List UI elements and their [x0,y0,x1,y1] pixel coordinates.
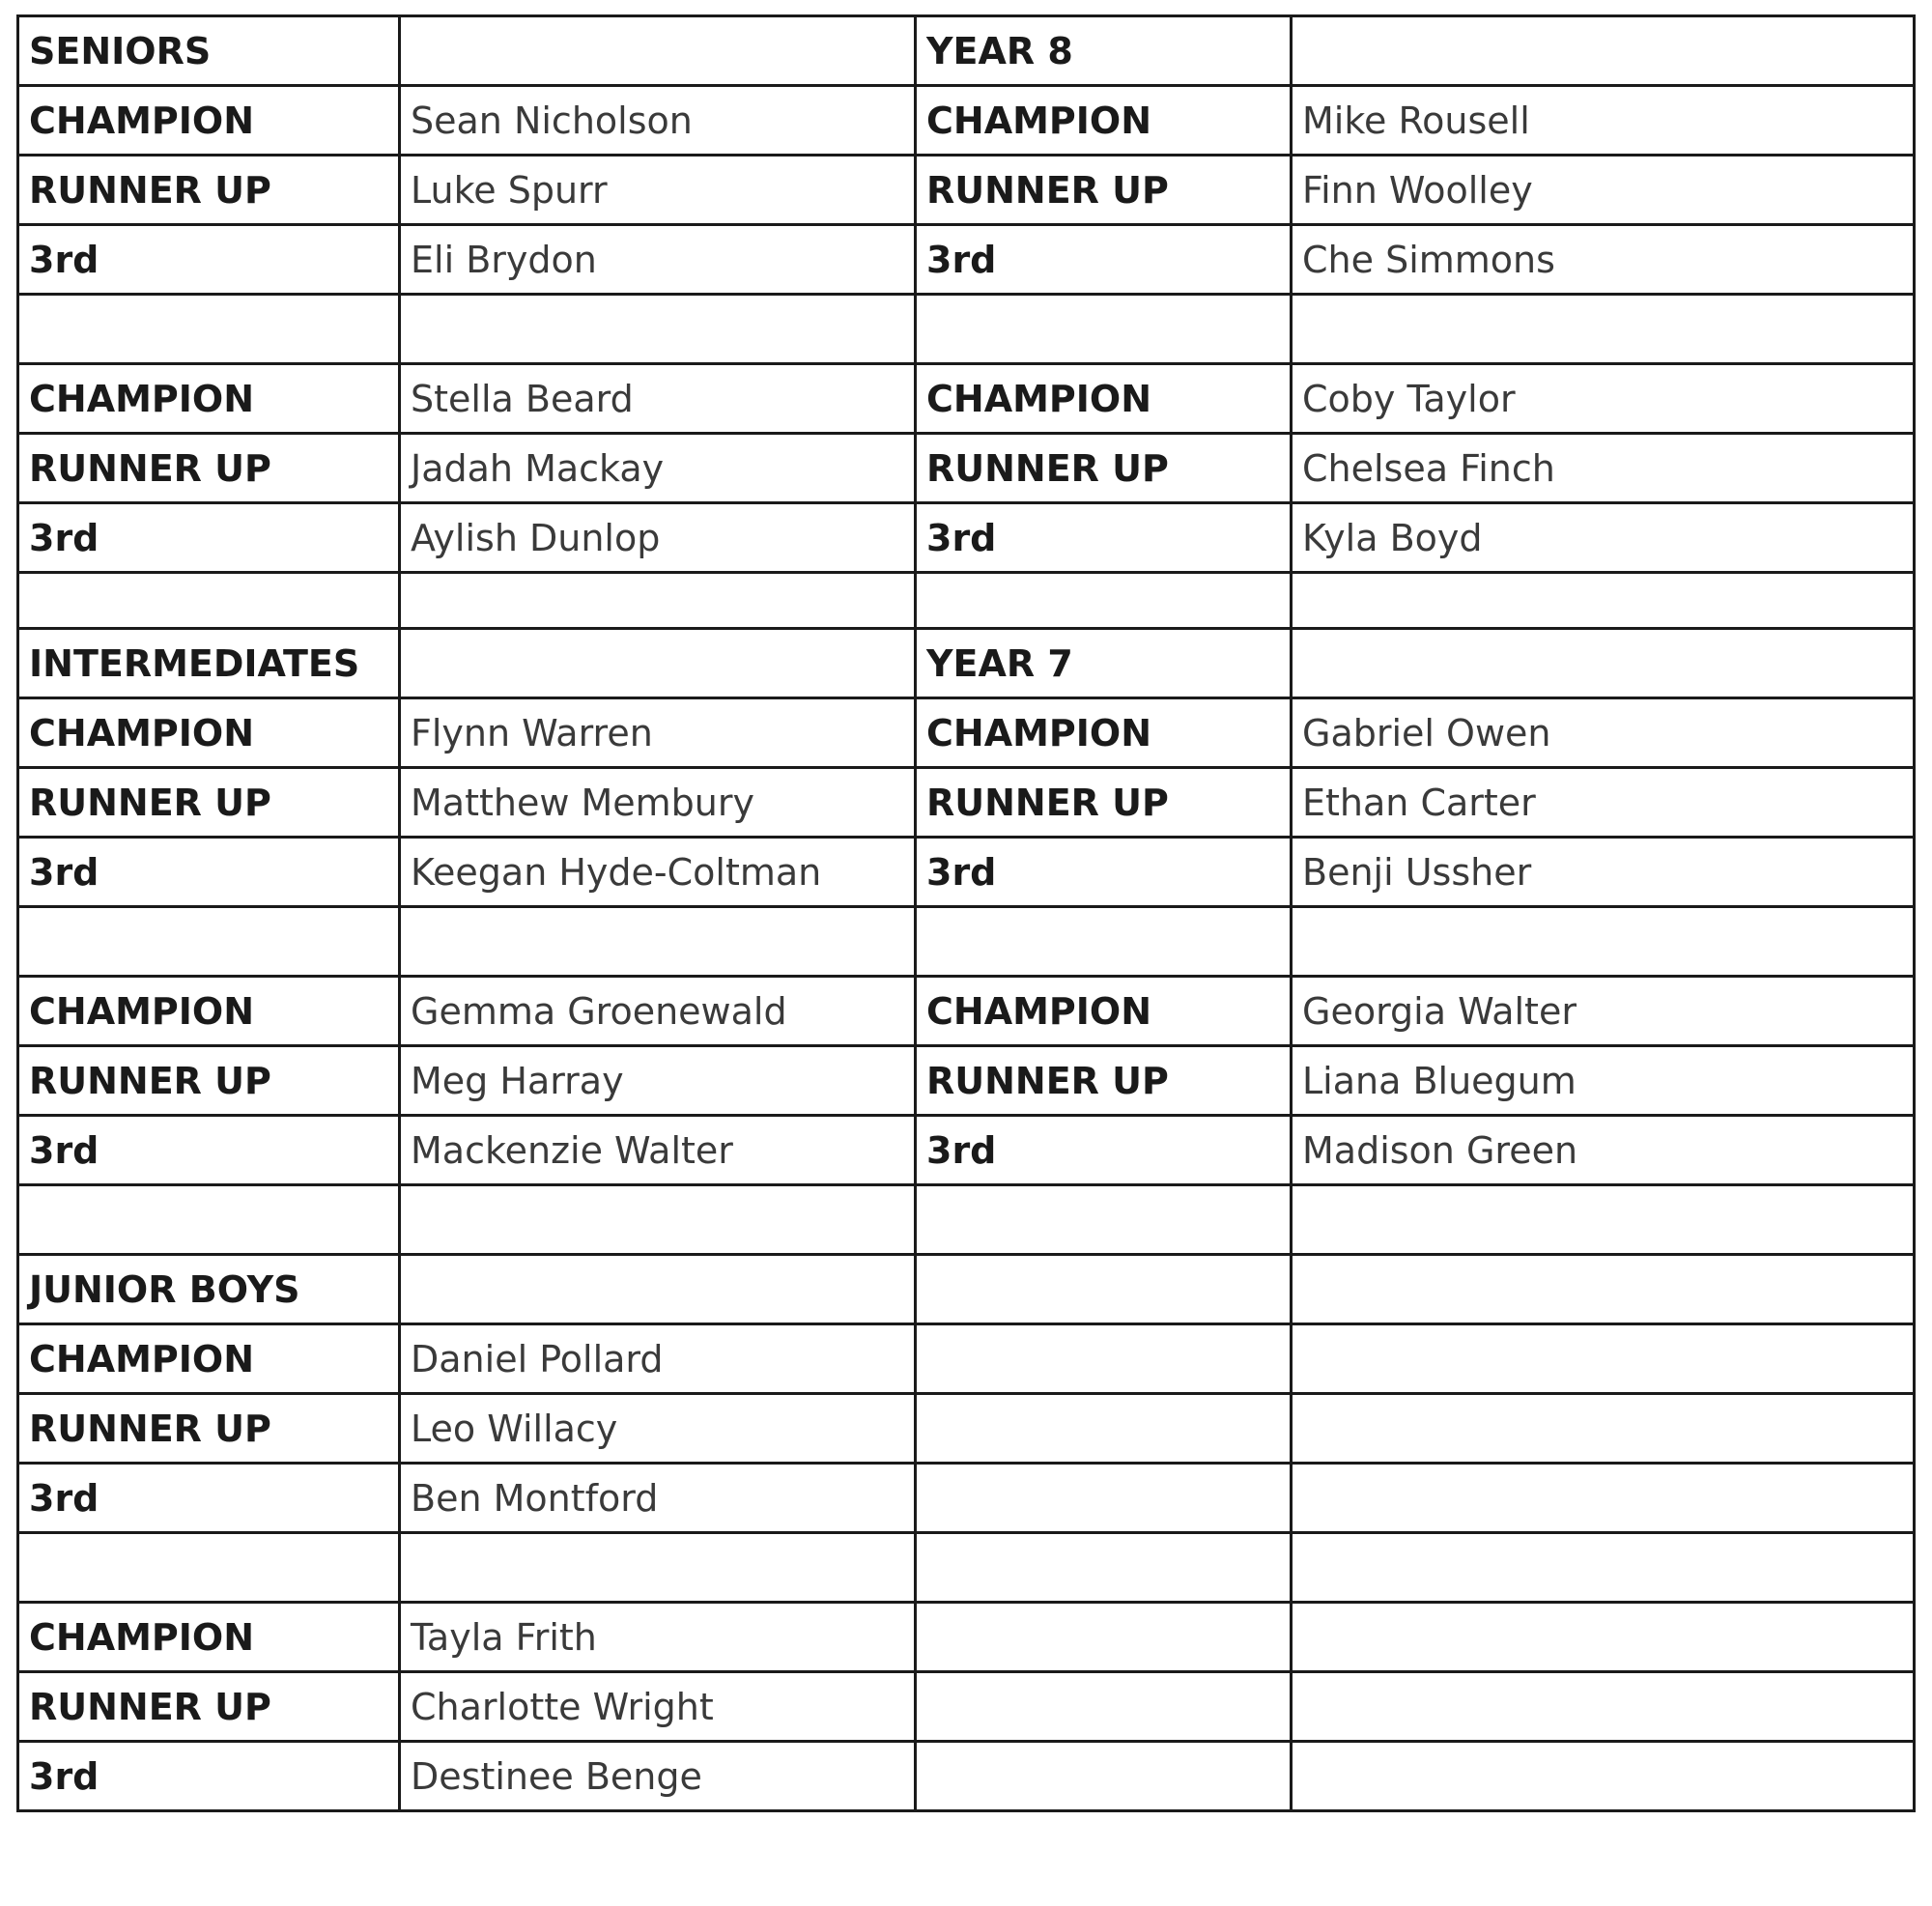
student-name-cell: Finn Woolley [1292,156,1915,225]
student-name-cell: Che Simmons [1292,225,1915,295]
place-label-cell [18,907,400,977]
table-row [18,1533,1915,1603]
table-row [18,907,1915,977]
student-name-cell: Georgia Walter [1292,977,1915,1046]
place-label-cell [916,1464,1292,1533]
student-name-cell: Chelsea Finch [1292,434,1915,503]
table-row [18,86,1915,156]
student-name-cell [1292,629,1915,698]
student-name-cell [400,629,916,698]
table-row [18,364,1915,434]
student-name-cell [1292,1255,1915,1324]
place-label-cell: RUNNER UP [18,434,400,503]
place-label-cell: RUNNER UP [18,1672,400,1742]
table-row [18,629,1915,698]
student-name-cell: Daniel Pollard [400,1324,916,1394]
student-name-cell: Mike Rousell [1292,86,1915,156]
student-name-cell [1292,1394,1915,1464]
place-label-cell [916,1742,1292,1811]
place-label-cell: RUNNER UP [916,1046,1292,1116]
place-label-cell: 3rd [18,503,400,573]
student-name-cell: Benji Ussher [1292,838,1915,907]
place-label-cell: RUNNER UP [916,156,1292,225]
student-name-cell: Liana Bluegum [1292,1046,1915,1116]
student-name-cell [1292,907,1915,977]
place-label-cell: RUNNER UP [18,768,400,838]
place-label-cell: CHAMPION [18,977,400,1046]
student-name-cell: Keegan Hyde-Coltman [400,838,916,907]
student-name-cell [400,16,916,86]
place-label-cell: RUNNER UP [18,1394,400,1464]
place-label-cell [916,1255,1292,1324]
place-label-cell: 3rd [18,225,400,295]
place-label-cell: 3rd [18,838,400,907]
place-label-cell: CHAMPION [916,698,1292,768]
table-row [18,1464,1915,1533]
student-name-cell: Gemma Groenewald [400,977,916,1046]
place-label-cell: 3rd [916,838,1292,907]
table-row [18,977,1915,1046]
student-name-cell [1292,16,1915,86]
place-label-cell [916,1185,1292,1255]
student-name-cell: Madison Green [1292,1116,1915,1185]
student-name-cell: Gabriel Owen [1292,698,1915,768]
student-name-cell [1292,1185,1915,1255]
student-name-cell [1292,1603,1915,1672]
student-name-cell: Aylish Dunlop [400,503,916,573]
student-name-cell [400,1185,916,1255]
student-name-cell: Coby Taylor [1292,364,1915,434]
place-label-cell [916,1533,1292,1603]
student-name-cell: Ethan Carter [1292,768,1915,838]
table-row [18,1672,1915,1742]
student-name-cell: Leo Willacy [400,1394,916,1464]
place-label-cell [916,1324,1292,1394]
table-row [18,156,1915,225]
place-label-cell: RUNNER UP [916,434,1292,503]
table-row [18,838,1915,907]
place-label-cell: JUNIOR BOYS [18,1255,400,1324]
student-name-cell [400,295,916,364]
place-label-cell: CHAMPION [18,86,400,156]
table-row [18,16,1915,86]
place-label-cell [916,1672,1292,1742]
place-label-cell: RUNNER UP [18,1046,400,1116]
place-label-cell: CHAMPION [18,364,400,434]
student-name-cell: Stella Beard [400,364,916,434]
table-row [18,573,1915,629]
place-label-cell [916,573,1292,629]
place-label-cell: CHAMPION [916,86,1292,156]
place-label-cell: CHAMPION [18,1324,400,1394]
table-row [18,295,1915,364]
table-row [18,768,1915,838]
place-label-cell: CHAMPION [18,1603,400,1672]
place-label-cell [18,573,400,629]
student-name-cell: Jadah Mackay [400,434,916,503]
place-label-cell: YEAR 7 [916,629,1292,698]
student-name-cell: Mackenzie Walter [400,1116,916,1185]
place-label-cell: 3rd [916,1116,1292,1185]
student-name-cell [400,1255,916,1324]
place-label-cell [916,907,1292,977]
table-row [18,1324,1915,1394]
place-label-cell: CHAMPION [916,364,1292,434]
student-name-cell [1292,573,1915,629]
table-row [18,503,1915,573]
place-label-cell [18,1533,400,1603]
place-label-cell [18,295,400,364]
place-label-cell: 3rd [18,1464,400,1533]
table-row [18,1185,1915,1255]
student-name-cell [1292,1742,1915,1811]
student-name-cell: Meg Harray [400,1046,916,1116]
student-name-cell: Charlotte Wright [400,1672,916,1742]
student-name-cell: Eli Brydon [400,225,916,295]
student-name-cell [1292,1533,1915,1603]
results-table [16,14,1916,1812]
student-name-cell: Destinee Benge [400,1742,916,1811]
student-name-cell [1292,1672,1915,1742]
table-row [18,1255,1915,1324]
table-row [18,698,1915,768]
place-label-cell: 3rd [916,503,1292,573]
student-name-cell: Ben Montford [400,1464,916,1533]
table-row [18,1742,1915,1811]
place-label-cell: INTERMEDIATES [18,629,400,698]
place-label-cell: 3rd [18,1116,400,1185]
student-name-cell [1292,1464,1915,1533]
student-name-cell [1292,295,1915,364]
table-row [18,1603,1915,1672]
results-table-body [18,16,1915,1811]
student-name-cell: Matthew Membury [400,768,916,838]
place-label-cell: 3rd [916,225,1292,295]
student-name-cell [400,573,916,629]
place-label-cell: RUNNER UP [18,156,400,225]
student-name-cell [400,907,916,977]
place-label-cell [916,1603,1292,1672]
place-label-cell [916,1394,1292,1464]
place-label-cell [18,1185,400,1255]
student-name-cell: Tayla Frith [400,1603,916,1672]
student-name-cell [400,1533,916,1603]
student-name-cell: Luke Spurr [400,156,916,225]
table-row [18,225,1915,295]
table-row [18,1046,1915,1116]
place-label-cell: CHAMPION [18,698,400,768]
place-label-cell [916,295,1292,364]
student-name-cell [1292,1324,1915,1394]
table-row [18,1394,1915,1464]
student-name-cell: Flynn Warren [400,698,916,768]
table-row [18,1116,1915,1185]
place-label-cell: YEAR 8 [916,16,1292,86]
student-name-cell: Kyla Boyd [1292,503,1915,573]
student-name-cell: Sean Nicholson [400,86,916,156]
place-label-cell: SENIORS [18,16,400,86]
table-row [18,434,1915,503]
place-label-cell: 3rd [18,1742,400,1811]
place-label-cell: RUNNER UP [916,768,1292,838]
place-label-cell: CHAMPION [916,977,1292,1046]
